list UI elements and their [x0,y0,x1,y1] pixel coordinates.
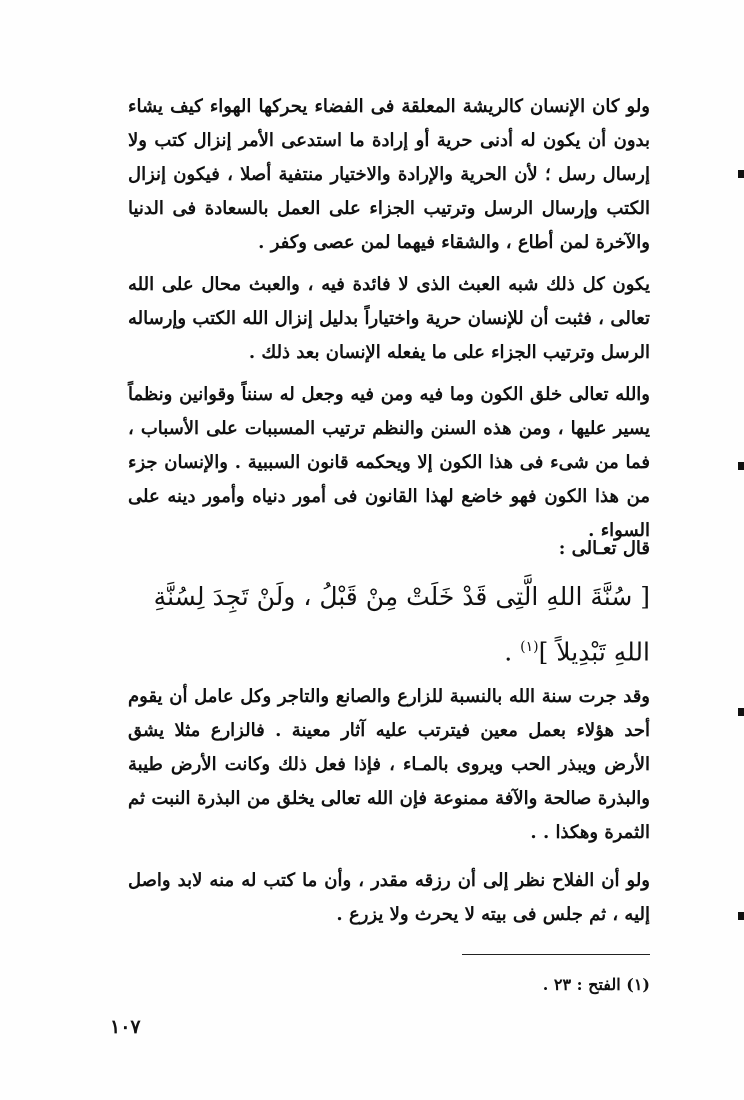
paragraph-1: ولو كان الإنسان كالريشة المعلقة فى الفضاء يحركها الهواء كيف يشاء بدون أن يكون له أدنى حرية أو إرادة ما استدعى الأمر إنزال كتب ولا إرسال رسل ؛ لأن الحرية والإرادة والاختيار منتفية أصلا ، فيكون إنزال الكتب وإرسال الرسل وترتيب الجزاء على العمل بالسعادة فى الدنيا والآخرة لمن أطاع ، والشقاء فيهما لمن عصى وكفر . [128,96,650,253]
verse-text: [ سُنَّةَ اللهِ الَّتِى قَدْ خَلَتْ مِنْ قَبْلُ ، ولَنْ تَجِدَ لِسُنَّةِ اللهِ تَبْدِيلاً ] [153,582,650,667]
page-number: ١٠٧ [110,1016,141,1038]
footnote-reference: (١) [520,639,539,655]
verse-heading: قال تعـالى : [558,538,650,559]
footnote: (١) الفتح : ٢٣ . [542,975,650,994]
quran-verse [128,572,650,677]
footnote-divider [462,954,650,955]
margin-mark [738,708,744,716]
paragraph-3: والله تعالى خلق الكون وما فيه ومن فيه وجعل له سنناً وقوانين ونظماً يسير عليها ، ومن هذه السنن والنظم ترتيب المسببات على الأسباب ، فما من شىء فى هذا الكون إلا ويحكمه قانون السببية . والإنسان جزء من هذا الكون فهو خاضع لهذا القانون فى أمور دنياه وأمور دينه على السواء . [128,384,650,541]
paragraph-5: ولو أن الفلاح نظر إلى أن رزقه مقدر ، وأن ما كتب له منه لابد واصل إليه ، ثم جلس فى بيته لا يحرث ولا يزرع . [128,870,650,925]
margin-mark [738,912,744,920]
paragraph-2: يكون كل ذلك شبه العبث الذى لا فائدة فيه ، والعبث محال على الله تعالى ، فثبت أن للإنسان حرية واختياراً بدليل إنزال الله الكتب وإرساله الرسل وترتيب الجزاء على ما يفعله الإنسان بعد ذلك . [128,274,651,363]
paragraph-4: وقد جرت سنة الله بالنسبة للزارع والصانع والتاجر وكل عامل أن يقوم أحد هؤلاء بعمل معين فيترتب عليه آثار معينة . فالزارع مثلا يشق الأرض ويبذر الحب ويروى بالمـاء ، فإذا فعل ذلك وكانت الأرض طيبة والبذرة صالحة والآفة ممنوعة فإن الله تعالى يخلق من البذرة النبت ثم الثمرة وهكذا . . [128,686,650,843]
margin-mark [738,462,744,470]
verse-end-mark: . [504,637,513,667]
margin-mark [738,170,744,178]
